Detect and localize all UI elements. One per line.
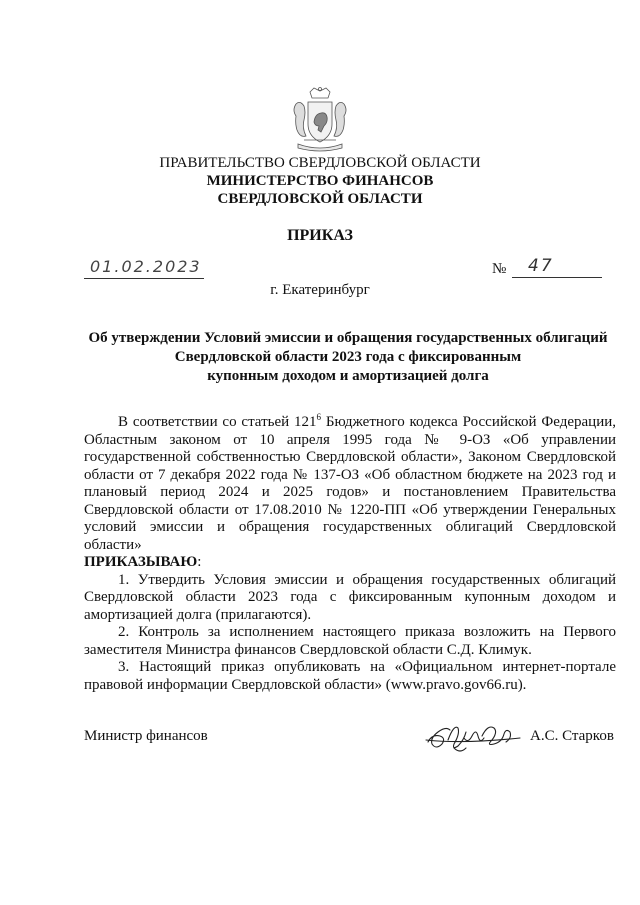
ministry-name: МИНИСТЕРСТВО ФИНАНСОВ (206, 173, 434, 189)
subject-line-2: Свердловской области 2023 года с фиксированным (174, 349, 522, 365)
city-line: г. Екатеринбург (270, 282, 370, 298)
ministry-region: СВЕРДЛОВСКОЙ ОБЛАСТИ (217, 191, 423, 207)
handwritten-signature-icon (424, 714, 524, 758)
signatory-position: Министр финансов (84, 728, 208, 744)
number-underline (512, 257, 602, 278)
article-superscript: 6 (316, 412, 321, 422)
handwritten-number: 47 (528, 256, 554, 276)
handwritten-date: 01.02.2023 (90, 257, 202, 276)
order-body (84, 414, 616, 694)
subject-line-1: Об утверждении Условий эмиссии и обращения государственных облигаций (88, 330, 608, 346)
preamble-part-2: Бюджетного кодекса Российской Федерации, Областным законом от 10 апреля 1995 года № 9-ОЗ «Об управлении государственной собственностью Свердловской области», Законом Свердловской области от 7 декабря 2022 года № 137-ОЗ «Об областном бюджете на 2023 год и плановый период 2024 и 2025 годов» и постановлением Правительства Свердловской области от 17.08.2010 № 1220-ПП «Об утверждении Генеральных условий эмиссии и обращения государственных облигаций Свердловской области» (84, 414, 617, 553)
order-item-1: 1. Утвердить Условия эмиссии и обращения государственных облигаций Свердловской области 2023 года с фиксированным купонным доходом и амортизацией долга (прилагаются). (84, 571, 616, 623)
preamble-paragraph (84, 414, 616, 554)
number-field (492, 258, 602, 278)
order-word: ПРИКАЗЫВАЮ (84, 554, 198, 570)
document-type-title: ПРИКАЗ (287, 227, 353, 244)
date-field (84, 252, 204, 279)
government-name: ПРАВИТЕЛЬСТВО СВЕРДЛОВСКОЙ ОБЛАСТИ (159, 155, 481, 171)
order-subject (80, 329, 616, 386)
order-directive (84, 554, 616, 572)
coat-of-arms-emblem-icon (288, 86, 352, 154)
preamble-part-1: В соответствии со статьей 121 (118, 414, 317, 430)
number-sign: № (492, 261, 507, 277)
subject-line-3: купонным доходом и амортизацией долга (207, 368, 489, 384)
order-colon: : (197, 554, 202, 570)
order-item-2: 2. Контроль за исполнением настоящего приказа возложить на Первого заместителя Министра финансов Свердловской области С.Д. Климук. (84, 624, 616, 658)
signatory-name: А.С. Старков (530, 728, 614, 744)
order-item-3: 3. Настоящий приказ опубликовать на «Официальном интернет-портале правовой информации Свердловской области» (www.pravo.gov66.ru). (84, 659, 616, 693)
